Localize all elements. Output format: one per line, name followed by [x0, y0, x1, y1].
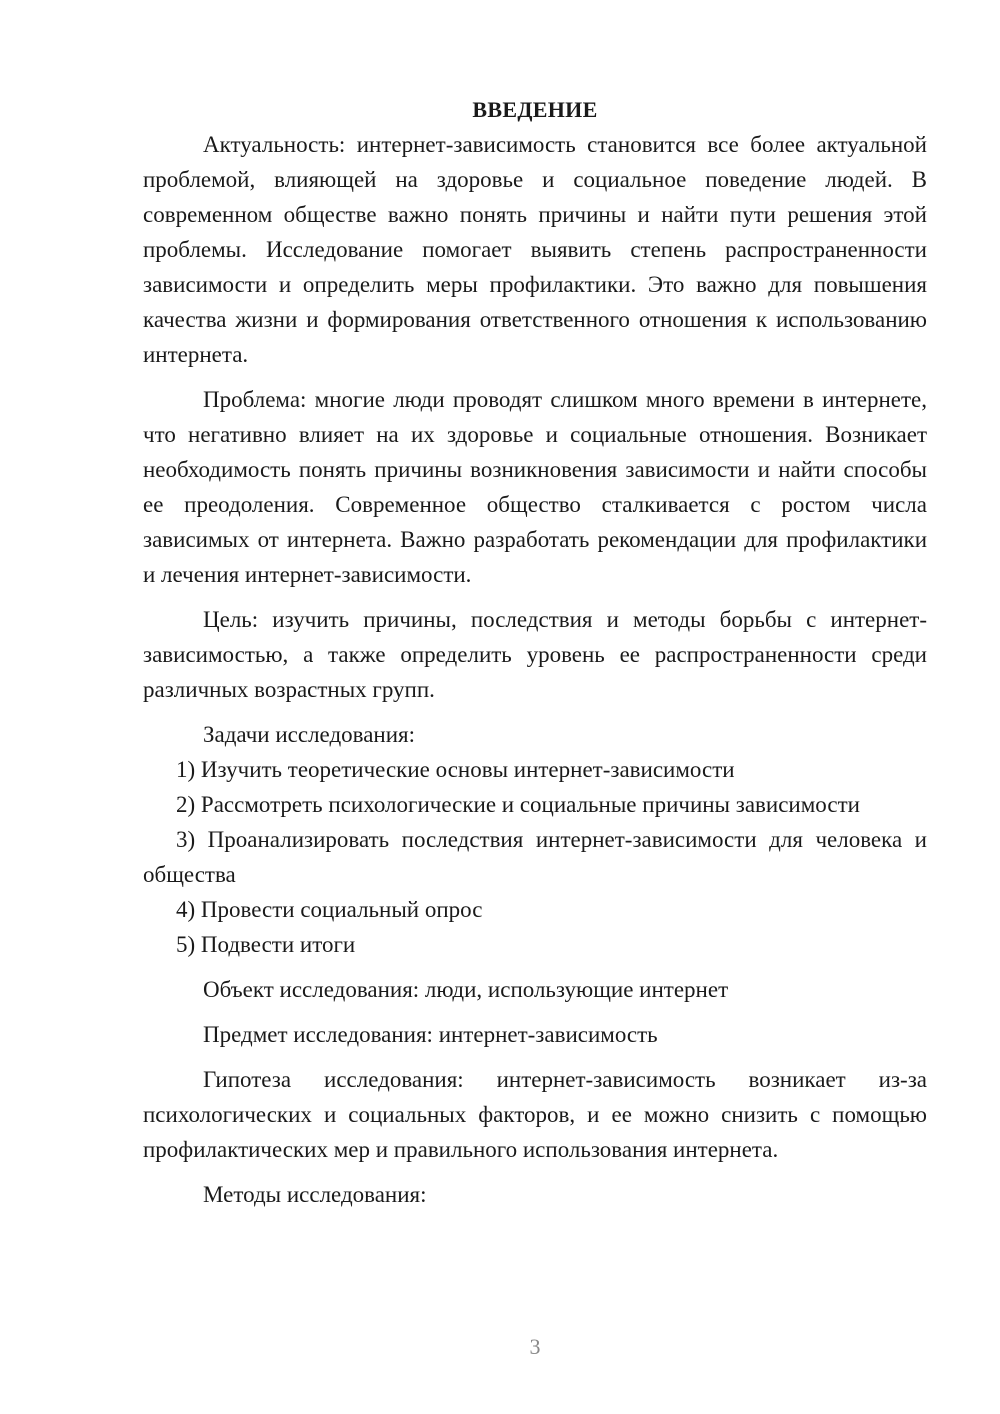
paragraph-methods: Методы исследования:: [203, 1182, 427, 1207]
page-number: 3: [529, 1334, 541, 1359]
task-item-5: 5) Подвести итоги: [176, 932, 356, 957]
paragraph-goal: Цель: изучить причины, последствия и методы борьбы с интернет-зависимостью, а также определить уровень ее распространенности среди различных возрастных групп.: [143, 607, 927, 702]
paragraph-subject: Предмет исследования: интернет-зависимость: [203, 1022, 658, 1047]
task-item-1: 1) Изучить теоретические основы интернет-зависимости: [176, 757, 735, 782]
page-content: [143, 92, 927, 1212]
task-item-2: 2) Рассмотреть психологические и социальные причины зависимости: [176, 792, 860, 817]
task-item-3: 3) Проанализировать последствия интернет-зависимости для человека и общества: [143, 827, 927, 887]
paragraph-relevance: Актуальность: интернет-зависимость становится все более актуальной проблемой, влияющей на здоровье и социальное поведение людей. В современном обществе важно понять причины и найти пути решения этой проблемы. Исследование помогает выявить степень распространенности зависимости и определить меры профилактики. Это важно для повышения качества жизни и формирования ответственного отношения к использованию интернета.: [143, 132, 927, 367]
tasks-heading: Задачи исследования:: [203, 722, 416, 747]
paragraph-object: Объект исследования: люди, использующие интернет: [203, 977, 729, 1002]
paragraph-problem: Проблема: многие люди проводят слишком много времени в интернете, что негативно влияет на их здоровье и социальные отношения. Возникает необходимость понять причины возникновения зависимости и найти способы ее преодоления. Современное общество сталкивается с ростом числа зависимых от интернета. Важно разработать рекомендации для профилактики и лечения интернет-зависимости.: [143, 387, 927, 587]
paragraph-hypothesis: Гипотеза исследования: интернет-зависимость возникает из-за психологических и социальных факторов, и ее можно снизить с помощью профилактических мер и правильного использования интернета.: [143, 1067, 927, 1162]
page-title: ВВЕДЕНИЕ: [472, 97, 598, 122]
task-item-4: 4) Провести социальный опрос: [176, 897, 483, 922]
